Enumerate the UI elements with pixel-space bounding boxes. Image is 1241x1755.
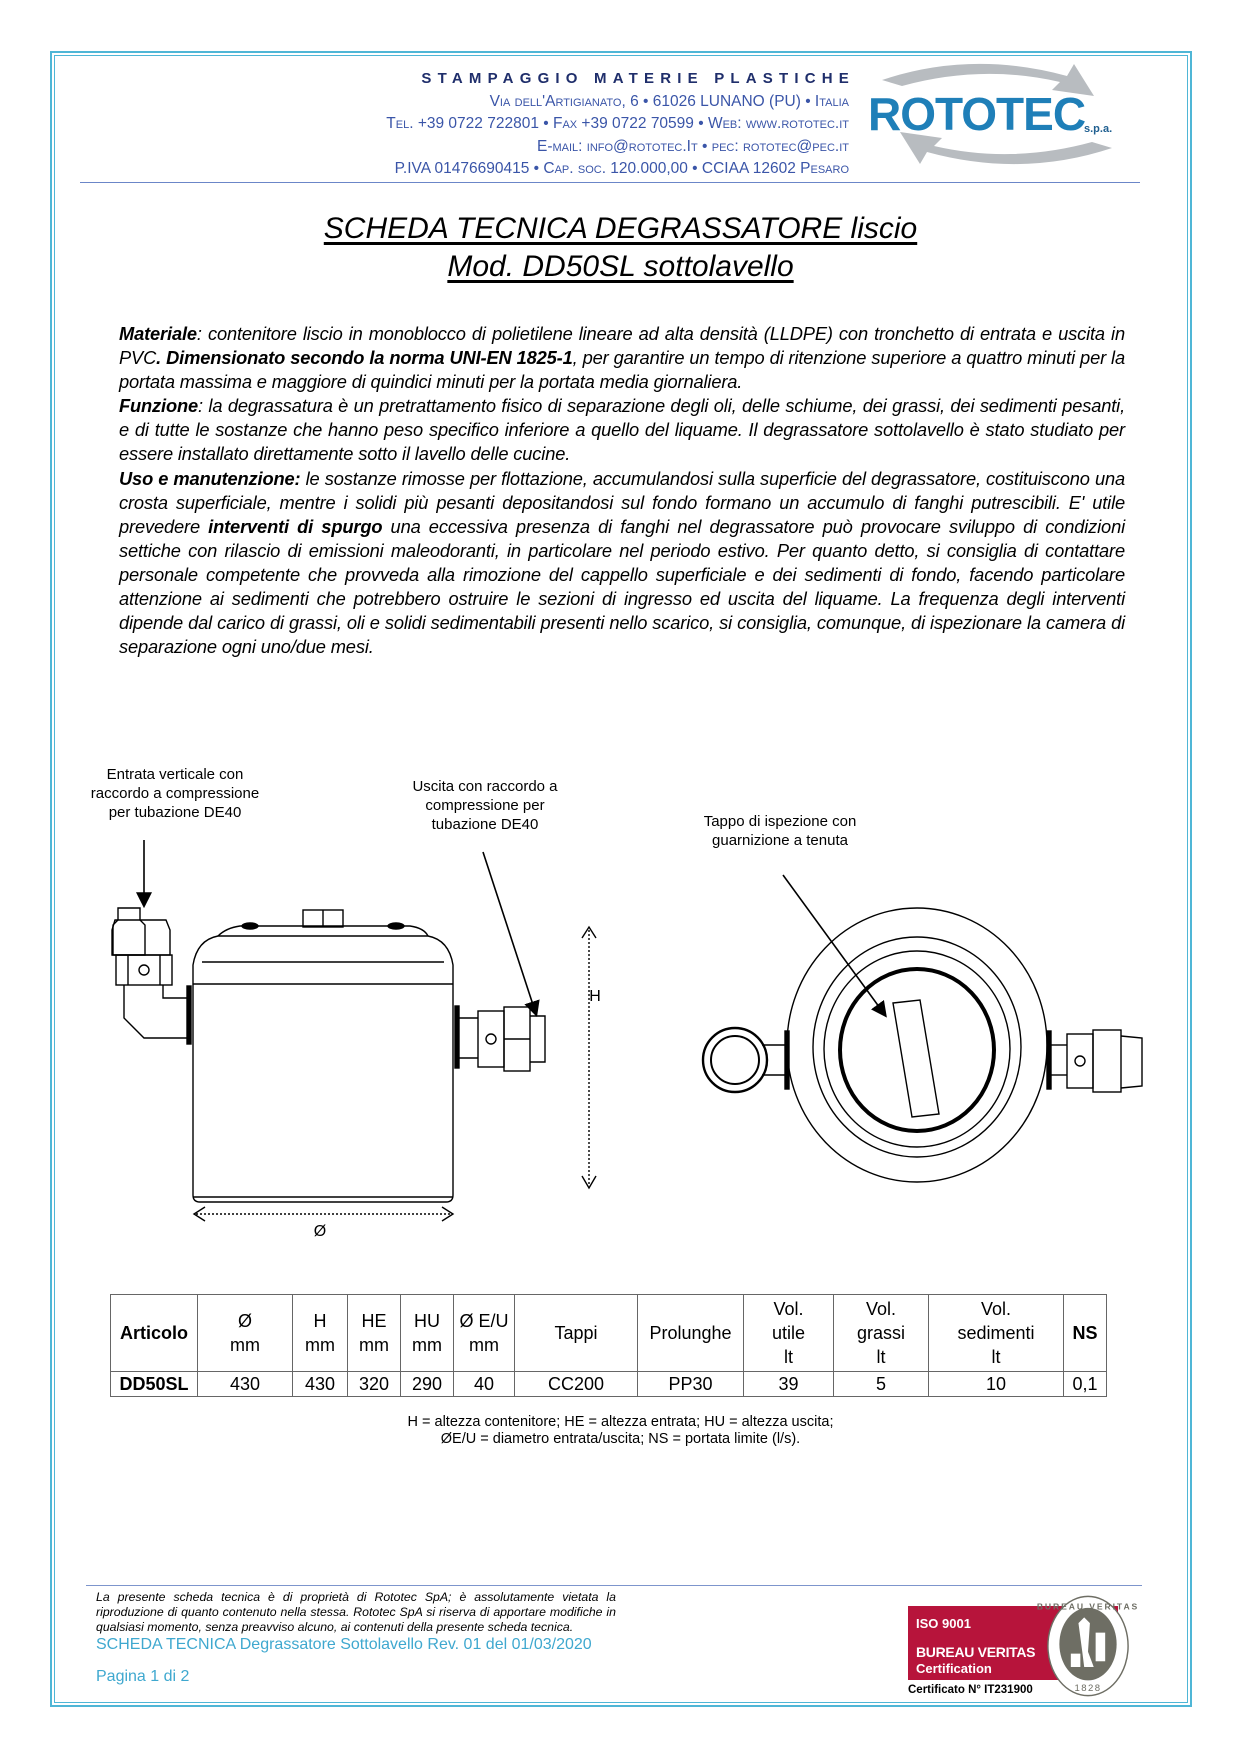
- cert-type: Certification: [916, 1661, 992, 1676]
- col-hu: HU mm: [401, 1295, 454, 1372]
- funzione-label: Funzione: [119, 395, 199, 417]
- certification-badge: [900, 1592, 1140, 1700]
- title-line-2: Mod. DD50SL sottolavello: [447, 250, 794, 283]
- uso-label: Uso e manutenzione:: [119, 467, 301, 489]
- col-ns: NS: [1064, 1295, 1107, 1372]
- document-reference: SCHEDA TECNICA Degrassatore Sottolavello Rev. 01 del 01/03/2020: [96, 1636, 592, 1653]
- paragraph-funzione: [119, 394, 1125, 466]
- cell-hu: 290: [401, 1372, 454, 1397]
- page-title: [0, 210, 1241, 286]
- inlet-label-line: Entrata verticale con: [106, 766, 244, 783]
- col-tappi: Tappi: [515, 1295, 638, 1372]
- cell-diameter: 430: [198, 1372, 293, 1397]
- page-border: [50, 51, 1192, 1707]
- materiale-label: Materiale: [119, 323, 197, 344]
- title-line-1: SCHEDA TECNICA DEGRASSATORE liscio: [323, 212, 918, 245]
- outlet-label-line: Uscita con raccordo a: [412, 778, 558, 795]
- cell-vol-sedimenti: 10: [929, 1372, 1064, 1397]
- outlet-label: [380, 777, 590, 834]
- logo-suffix: s.p.a.: [1084, 123, 1113, 135]
- cert-number: Certificato N° IT231900: [908, 1684, 1033, 1696]
- uso-text: le sostanze rimosse per flottazione, accumulandosi sulla superficie del degrassatore, costituiscono una crosta superficiale, mentre i solidi più pesanti depositandosi sul fondo formano un accumulo di fanghi putrescibili. E' utile prevedere: [119, 467, 1125, 537]
- col-prolunghe: Prolunghe: [638, 1295, 744, 1372]
- col-h: H mm: [293, 1295, 348, 1372]
- cap-label-line: guarnizione a tenuta: [712, 832, 848, 849]
- materiale-norm: . Dimensionato secondo la norma UNI-EN 1825-1: [156, 347, 573, 369]
- inlet-label-line: raccordo a compressione: [90, 785, 260, 802]
- funzione-text: : la degrassatura è un pretrattamento fisico di separazione degli oli, delle schiume, dei grassi, dei sedimenti pesanti, e di tutte le sostanze che hanno peso specifico inferiore a quello del liquame. Il degrassatore sottolavello è stato studiato per essere installato direttamente sotto il lavello delle cucine.: [119, 395, 1125, 465]
- cell-vol-utile: 39: [744, 1372, 834, 1397]
- cell-vol-grassi: 5: [834, 1372, 929, 1397]
- materiale-text: : contenitore liscio in monoblocco di polietilene lineare ad alta densità (LLDPE) con tronchetto di entrata e uscita in PVC: [119, 323, 1125, 369]
- outlet-label-line: compressione per: [425, 797, 545, 814]
- materiale-text-2: , per garantire un tempo di ritenzione superiore a quattro minuti per la portata massima e maggiore di quindici minuti per la portata media giornaliera.: [119, 347, 1125, 393]
- diameter-dimension-label: Ø: [313, 1223, 327, 1240]
- rototec-logo: [862, 58, 1132, 170]
- company-contacts: Tel. +39 0722 722801 • Fax +39 0722 70599 • Web: www.rototec.it: [386, 115, 849, 133]
- col-articolo: Articolo: [111, 1295, 198, 1372]
- cell-articolo: DD50SL: [111, 1372, 198, 1397]
- uso-bold: interventi di spurgo: [208, 515, 383, 537]
- col-he: HE mm: [348, 1295, 401, 1372]
- table-legend: [0, 1414, 1241, 1448]
- table-row: [111, 1372, 1107, 1397]
- inlet-label-line: per tubazione DE40: [108, 804, 242, 821]
- spec-table: [110, 1294, 1107, 1397]
- seal-year: 1828: [1074, 1682, 1102, 1694]
- col-vol-utile: Vol. utile lt: [744, 1295, 834, 1372]
- col-vol-sedimenti: Vol. sedimenti lt: [929, 1295, 1064, 1372]
- logo-wordmark: ROTOTEC: [868, 88, 1086, 140]
- company-tagline: STAMPAGGIO MATERIE PLASTICHE: [421, 70, 855, 87]
- cell-ns: 0,1: [1064, 1372, 1107, 1397]
- seal-text: BUREAU VERITAS: [1036, 1601, 1140, 1612]
- cell-h: 430: [293, 1372, 348, 1397]
- uso-text-2: una eccessiva presenza di fanghi nel degrassatore può provocare sviluppo di condizioni settiche con rilascio di emissioni maleodoranti, in particolare nel periodo estivo. Per quanto detto, si consiglia di contattare personale competente che provveda alla rimozione del cappello superficiale e dei sedimenti di fondo, facendo particolare attenzione ai sedimenti che potrebbero ostruire le sezioni di ingresso ed uscita del liquame. La frequenza degli interventi dipende dal carico di grassi, oli e solidi sedimentabili presenti nello scarico, si consiglia, comunque, di ispezionare la camera di separazione ogni uno/due mesi.: [119, 515, 1125, 658]
- legend-line: H = altezza contenitore; HE = altezza entrata; HU = altezza uscita;: [407, 1414, 834, 1430]
- cell-he: 320: [348, 1372, 401, 1397]
- cell-tappi: CC200: [515, 1372, 638, 1397]
- bureau-veritas-seal-icon: [1036, 1592, 1140, 1700]
- paragraph-uso: [119, 467, 1125, 660]
- paragraph-materiale: [119, 322, 1125, 394]
- col-diameter: Ø mm: [198, 1295, 293, 1372]
- company-address: Via dell'Artigianato, 6 • 61026 LUNANO (PU) • Italia: [489, 92, 849, 110]
- cert-iso: ISO 9001: [916, 1616, 971, 1631]
- page-number: Pagina 1 di 2: [96, 1668, 190, 1685]
- description: [119, 322, 1125, 659]
- outlet-label-line: tubazione DE40: [431, 816, 539, 833]
- col-vol-grassi: Vol. grassi lt: [834, 1295, 929, 1372]
- cell-diameter-eu: 40: [454, 1372, 515, 1397]
- company-header: [386, 68, 855, 181]
- cap-label-line: Tappo di ispezione con: [703, 813, 857, 830]
- inlet-label: [70, 765, 280, 822]
- legend-line: ØE/U = diametro entrata/uscita; NS = portata limite (l/s).: [440, 1431, 801, 1447]
- company-email: E-mail: info@rototec.It • pec: rototec@pec.it: [537, 137, 849, 155]
- cell-prolunghe: PP30: [638, 1372, 744, 1397]
- footer-divider: [86, 1585, 1142, 1586]
- height-dimension-label: H: [589, 988, 601, 1005]
- header-divider: [80, 182, 1140, 183]
- table-header-row: [111, 1295, 1107, 1372]
- cap-label: [670, 812, 890, 850]
- cert-body: BUREAU VERITAS: [916, 1644, 1036, 1660]
- col-diameter-eu: Ø E/U mm: [454, 1295, 515, 1372]
- disclaimer: La presente scheda tecnica è di proprietà di Rototec SpA; è assolutamente vietata la riproduzione di quanto contenuto nella stessa. Rototec SpA si riserva di apportare modifiche in qualsiasi momento, senza preavviso alcuno, ai contenuti della presente scheda tecnica.: [96, 1590, 616, 1634]
- company-registry: P.IVA 01476690415 • Cap. soc. 120.000,00 • CCIAA 12602 Pesaro: [394, 160, 849, 178]
